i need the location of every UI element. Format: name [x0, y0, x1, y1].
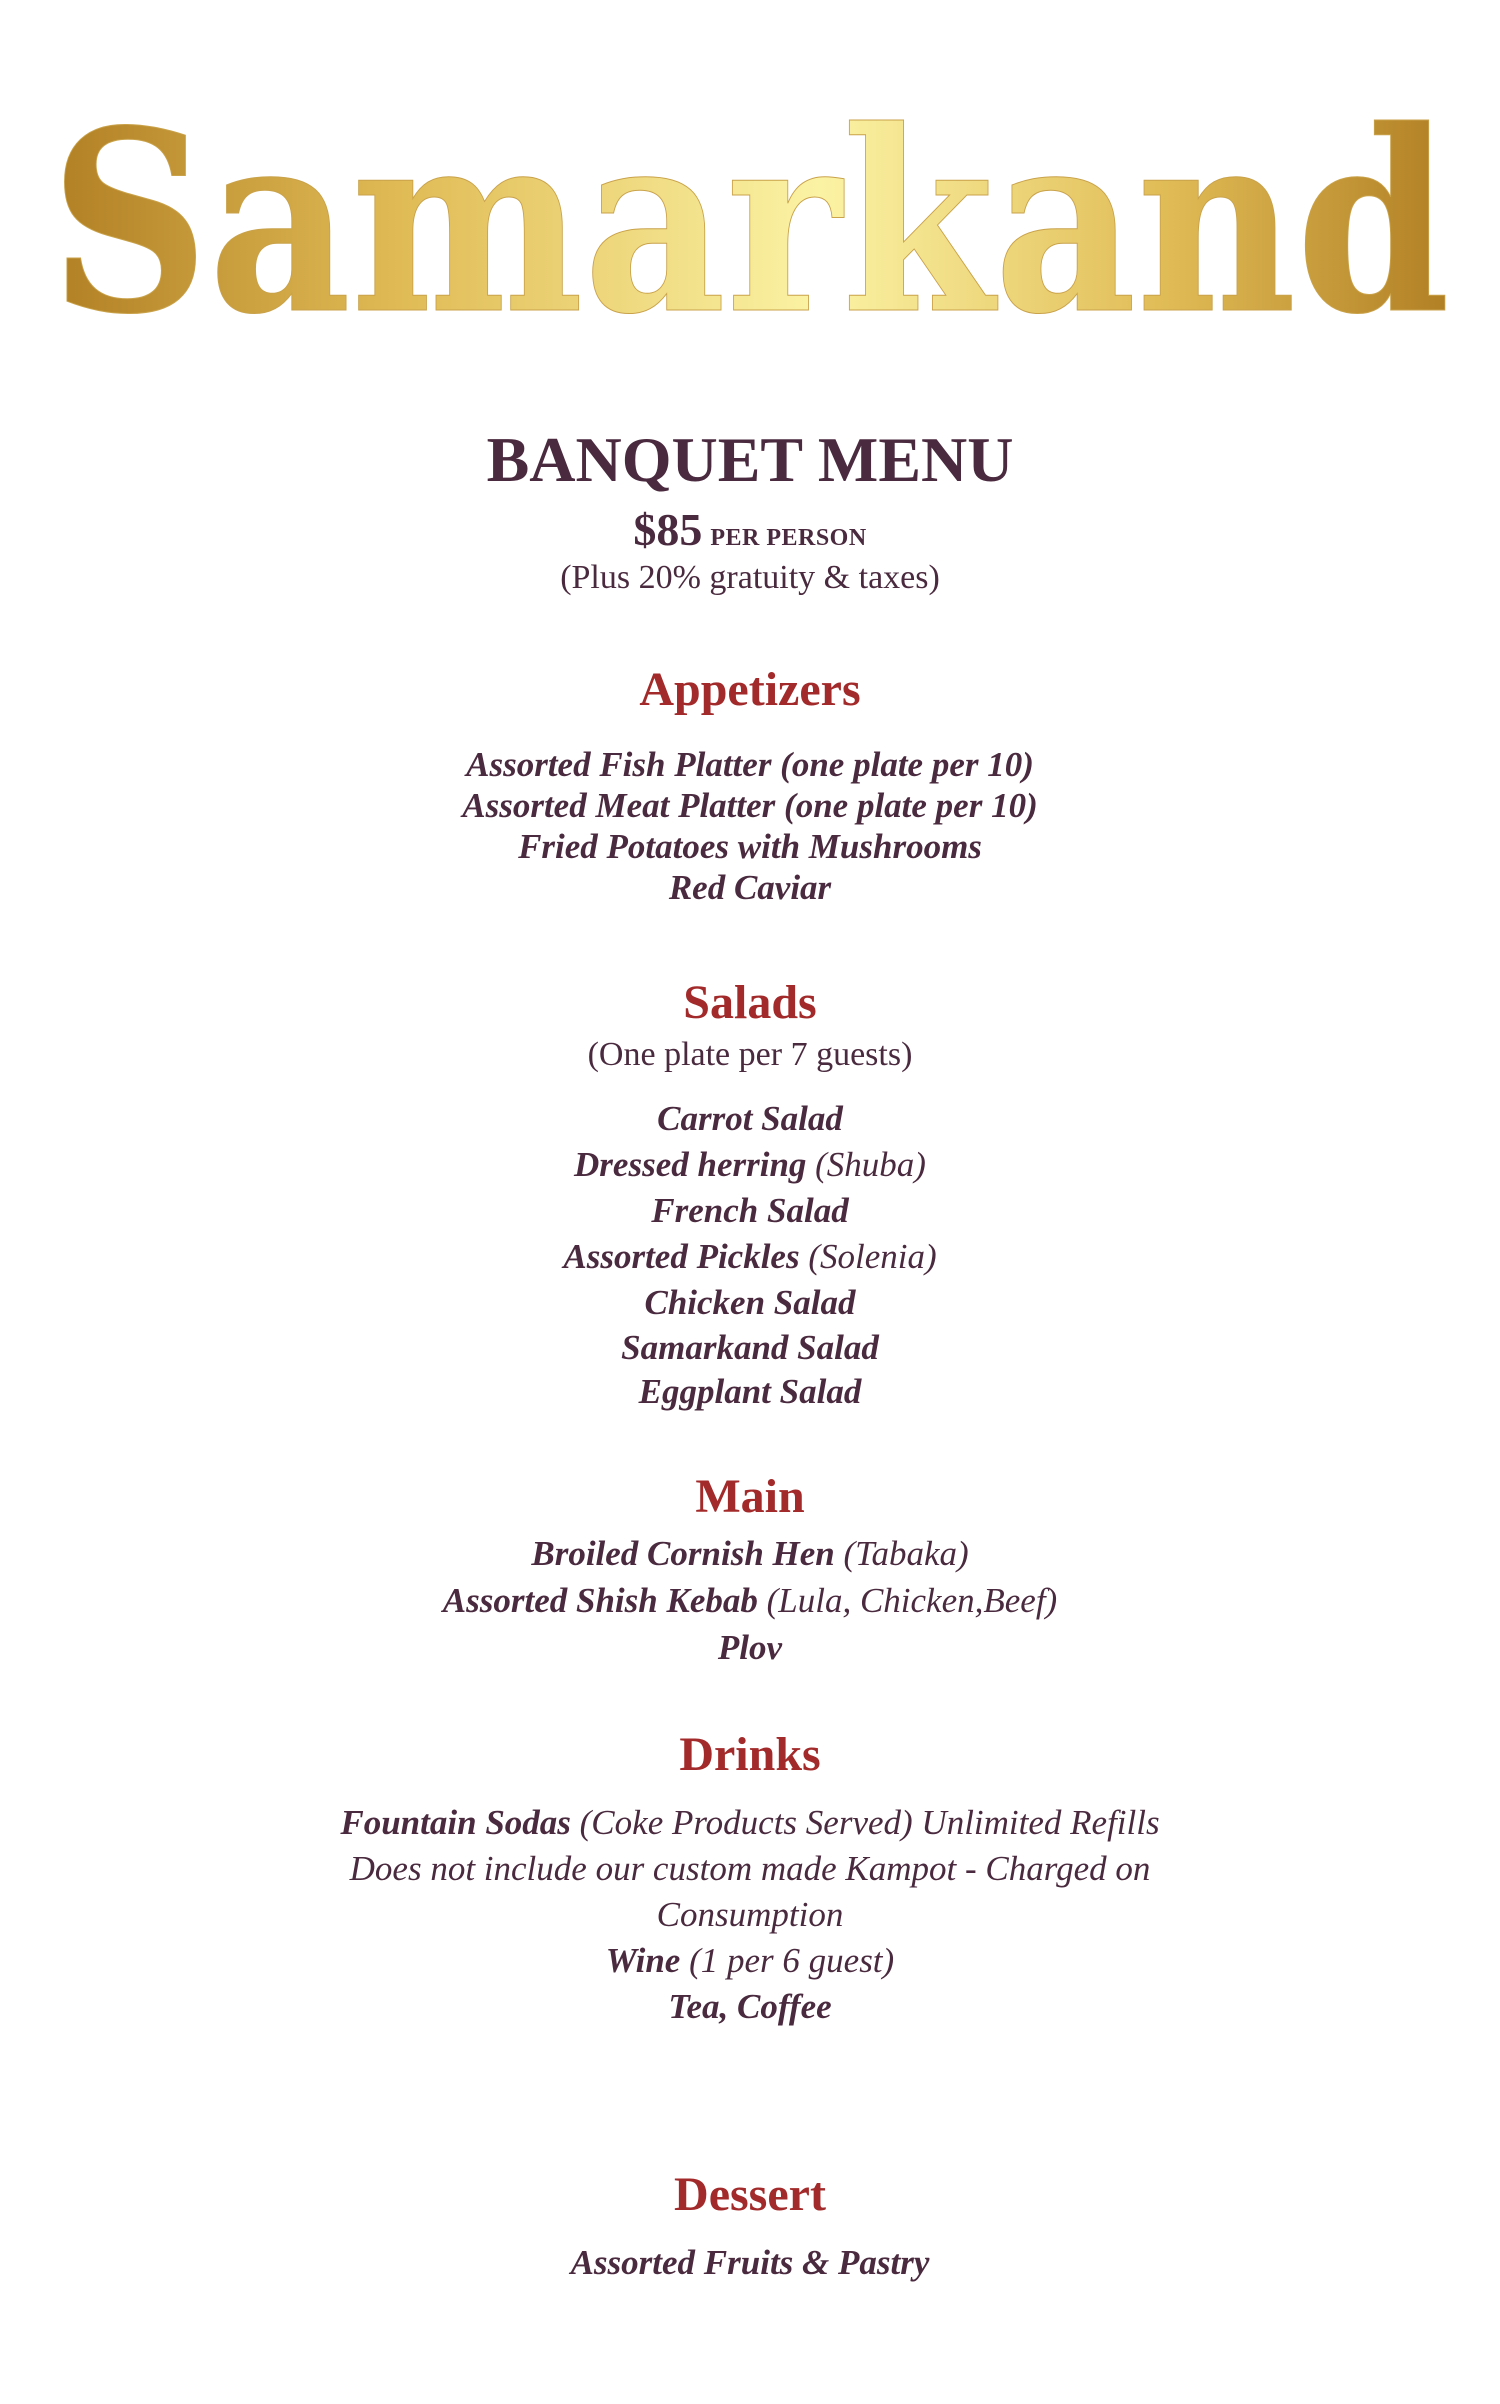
list-item: Tea, Coffee — [668, 1987, 832, 2026]
list-item: Wine (1 per 6 guest) — [605, 1941, 895, 1980]
samarkand-logo — [40, 75, 1460, 385]
logo-text: Samarkand — [50, 75, 1450, 369]
appetizers-heading: Appetizers — [639, 663, 861, 716]
salads-note: (One plate per 7 guests) — [587, 1036, 913, 1073]
list-item: Consumption — [656, 1895, 844, 1934]
main-list — [0, 1530, 1500, 1671]
appetizers-list — [0, 744, 1500, 908]
list-item: Fountain Sodas (Coke Products Served) Unlimited Refills — [340, 1803, 1160, 1842]
drinks-list — [300, 1800, 1200, 2030]
price: $85 — [633, 504, 703, 555]
list-item: Does not include our custom made Kampot - Charged on — [349, 1849, 1151, 1888]
menu-title: BANQUET MENU — [486, 424, 1014, 495]
list-item: Assorted Fish Platter (one plate per 10) — [466, 745, 1034, 784]
list-item: Broiled Cornish Hen (Tabaka) — [531, 1534, 969, 1573]
list-item: Dressed herring (Shuba) — [574, 1145, 926, 1184]
list-item: Chicken Salad — [644, 1283, 856, 1322]
list-item: Samarkand Salad — [621, 1328, 879, 1367]
list-item: French Salad — [651, 1191, 849, 1230]
list-item: Plov — [717, 1628, 783, 1667]
list-item: Eggplant Salad — [638, 1372, 862, 1411]
dessert-heading: Dessert — [674, 2168, 826, 2221]
salads-list — [0, 1096, 1500, 1414]
list-item: Assorted Meat Platter (one plate per 10) — [462, 786, 1038, 825]
list-item: Assorted Pickles (Solenia) — [563, 1237, 937, 1276]
main-heading: Main — [695, 1470, 805, 1523]
salads-heading: Salads — [683, 976, 817, 1029]
gratuity-note: (Plus 20% gratuity & taxes) — [560, 559, 940, 596]
list-item: Assorted Fruits & Pastry — [570, 2243, 930, 2282]
list-item: Fried Potatoes with Mushrooms — [518, 827, 982, 866]
dessert-list — [0, 2240, 1500, 2286]
list-item: Carrot Salad — [657, 1099, 843, 1138]
list-item: Red Caviar — [668, 868, 832, 907]
price-unit: PER PERSON — [710, 525, 867, 551]
list-item: Assorted Shish Kebab (Lula, Chicken,Beef) — [442, 1581, 1058, 1620]
logo-wordmark — [40, 75, 1460, 385]
drinks-heading: Drinks — [679, 1728, 821, 1781]
